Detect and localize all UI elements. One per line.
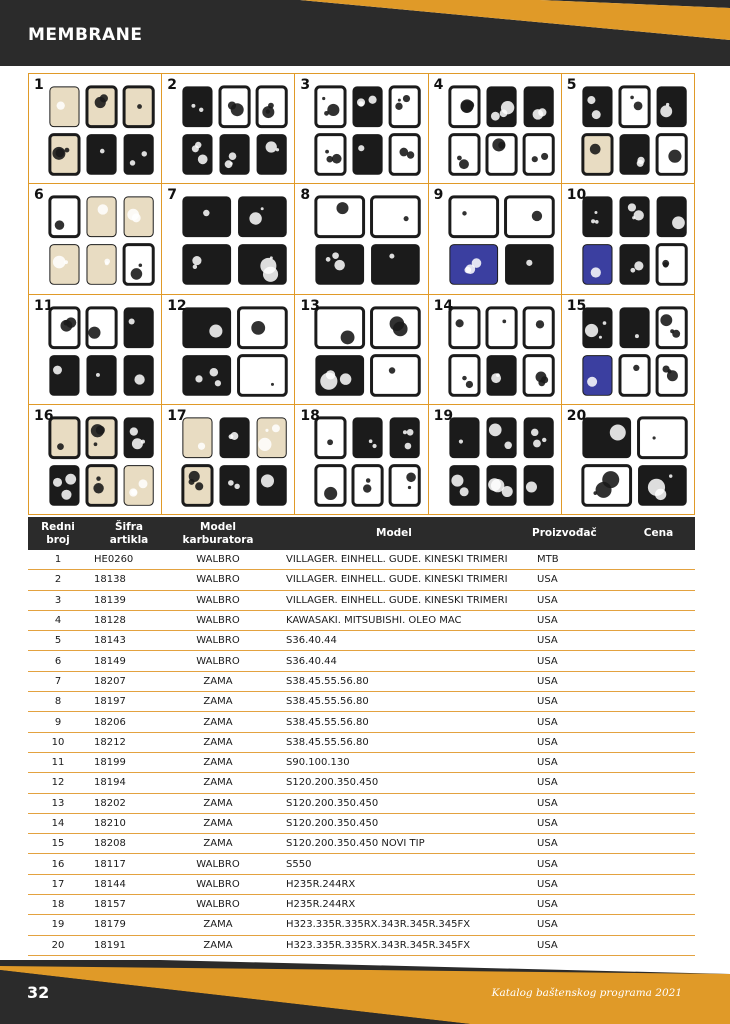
cell-model: VILLAGER. EINHELL. GUDE. KINESKI TRIMERI — [286, 554, 508, 566]
table-row — [28, 834, 695, 854]
cell-model: S120.200.350.450 — [286, 797, 379, 809]
product-image-number: 17 — [167, 407, 187, 424]
cell-carburetor-model: WALBRO — [196, 878, 240, 890]
product-image-number: 10 — [566, 187, 587, 204]
cell-model: KAWASAKI. MITSUBISHI. OLEO MAC — [286, 615, 462, 627]
product-image-number: 18 — [300, 407, 320, 424]
product-image-5 — [562, 74, 695, 184]
product-image-number: 14 — [433, 297, 454, 314]
product-image-number: 12 — [167, 297, 187, 314]
cell-carburetor-model: WALBRO — [196, 574, 240, 586]
header-redni-broj — [28, 521, 88, 547]
cell-model: S120.200.350.450 — [286, 818, 379, 829]
cell-carburetor-model: WALBRO — [196, 899, 240, 911]
product-image-number: 5 — [566, 77, 577, 93]
cell-manufacturer: USA — [537, 675, 558, 687]
product-image-number: 9 — [433, 187, 444, 204]
cell-manufacturer: USA — [537, 594, 558, 606]
cell-model: VILLAGER. EINHELL. GUDE. KINESKI TRIMERI — [286, 594, 508, 606]
page-header — [0, 0, 730, 66]
cell-carburetor-model: WALBRO — [196, 635, 240, 647]
header-proizvodjac: Proizvođač — [532, 527, 597, 539]
product-image-number: 19 — [433, 407, 454, 424]
cell-row-number: 6 — [54, 655, 62, 667]
product-image-12 — [162, 295, 295, 405]
cell-carburetor-model: ZAMA — [203, 919, 233, 931]
header-model-karburatora: Model karburatora — [182, 520, 254, 546]
cell-row-number: 4 — [54, 615, 62, 627]
gasket-kit-illustration — [295, 184, 427, 293]
cell-model: VILLAGER. EINHELL. GUDE. KINESKI TRIMERI — [286, 574, 508, 586]
header-sifra-line1: Šifra — [115, 520, 143, 533]
cell-carburetor-model: ZAMA — [203, 818, 233, 829]
product-image-16 — [29, 405, 162, 515]
cell-item-code: 18206 — [94, 716, 126, 728]
product-image-number: 7 — [167, 187, 177, 204]
cell-model: H323.335R.335RX.343R.345R.345FX — [286, 939, 471, 951]
cell-model: S90.100.130 — [286, 757, 350, 769]
gasket-kit-illustration — [29, 74, 161, 183]
cell-model: S120.200.350.450 NOVI TIP — [286, 838, 425, 850]
cell-model: S38.45.55.56.80 — [286, 696, 369, 708]
catalog-title: Katalog baštenskog programa 2021 — [491, 987, 682, 999]
gasket-kit-illustration — [162, 74, 294, 183]
product-image-13 — [295, 295, 428, 405]
table-row — [28, 854, 695, 874]
table-row — [28, 651, 695, 671]
cell-item-code: 18138 — [94, 574, 126, 586]
cell-carburetor-model: WALBRO — [196, 655, 240, 667]
cell-model: S38.45.55.56.80 — [286, 716, 369, 728]
table-row — [28, 570, 695, 590]
cell-item-code: 18149 — [94, 655, 126, 667]
product-image-10 — [562, 184, 695, 294]
cell-model: S38.45.55.56.80 — [286, 736, 369, 748]
header-cena: Cena — [643, 527, 674, 539]
cell-carburetor-model: ZAMA — [203, 675, 233, 687]
table-row — [28, 631, 695, 651]
product-image-3 — [295, 74, 428, 184]
cell-manufacturer: USA — [537, 655, 558, 667]
product-image-4 — [429, 74, 562, 184]
cell-item-code: 18194 — [94, 777, 126, 789]
cell-row-number: 7 — [54, 675, 62, 687]
product-image-6 — [29, 184, 162, 294]
table-row — [28, 733, 695, 753]
cell-manufacturer: USA — [537, 797, 558, 809]
table-row — [28, 611, 695, 631]
cell-carburetor-model: ZAMA — [203, 716, 233, 728]
cell-row-number: 18 — [51, 899, 65, 911]
cell-row-number: 9 — [54, 716, 62, 728]
cell-carburetor-model: ZAMA — [203, 757, 233, 769]
cell-manufacturer: USA — [537, 878, 558, 890]
table-row — [28, 794, 695, 814]
product-image-number: 2 — [167, 77, 177, 93]
cell-item-code: 18208 — [94, 838, 126, 850]
cell-row-number: 15 — [51, 838, 65, 850]
product-image-2 — [162, 74, 295, 184]
table-row — [28, 875, 695, 895]
cell-model: S36.40.44 — [286, 635, 337, 647]
cell-carburetor-model: ZAMA — [203, 777, 233, 789]
cell-item-code: 18144 — [94, 878, 126, 890]
membrane-table — [28, 517, 695, 956]
cell-item-code: 18199 — [94, 757, 126, 769]
cell-item-code: 18117 — [94, 858, 126, 870]
header-sifra-artikla — [88, 521, 170, 547]
table-row — [28, 814, 695, 834]
gasket-kit-illustration — [295, 74, 427, 183]
table-row — [28, 753, 695, 773]
product-image-number: 6 — [34, 187, 44, 204]
cell-item-code: 18197 — [94, 696, 126, 708]
cell-manufacturer: USA — [537, 838, 558, 850]
cell-manufacturer: USA — [537, 777, 558, 789]
cell-item-code: 18202 — [94, 797, 126, 809]
header-redni-broj-line1: Redni — [41, 520, 75, 533]
cell-model: H323.335R.335RX.343R.345R.345FX — [286, 919, 471, 931]
cell-item-code: 18212 — [94, 736, 126, 748]
gasket-kit-illustration — [29, 184, 161, 293]
product-image-number: 15 — [566, 297, 587, 314]
cell-model: S120.200.350.450 — [286, 777, 379, 789]
product-image-number: 3 — [300, 77, 311, 93]
header-redni-broj-line2: broj — [46, 533, 70, 546]
product-image-18 — [295, 405, 428, 515]
product-image-9 — [429, 184, 562, 294]
cell-row-number: 19 — [51, 919, 65, 931]
cell-carburetor-model: WALBRO — [196, 594, 240, 606]
table-row — [28, 895, 695, 915]
page-title: MEMBRANE — [28, 25, 143, 45]
product-image-7 — [162, 184, 295, 294]
header-sifra-line2: artikla — [109, 533, 149, 546]
cell-row-number: 17 — [51, 878, 65, 890]
cell-row-number: 11 — [51, 757, 65, 769]
product-image-number: 16 — [34, 407, 54, 424]
cell-manufacturer: USA — [537, 716, 558, 728]
cell-manufacturer: USA — [537, 919, 558, 931]
gasket-kit-illustration — [562, 74, 694, 183]
product-image-number: 1 — [34, 77, 44, 93]
cell-model: H235R.244RX — [286, 899, 356, 911]
cell-row-number: 12 — [51, 777, 65, 789]
product-image-11 — [29, 295, 162, 405]
cell-carburetor-model: WALBRO — [196, 615, 240, 627]
cell-row-number: 1 — [54, 554, 62, 566]
cell-model: S38.45.55.56.80 — [286, 675, 369, 687]
table-row — [28, 936, 695, 956]
cell-carburetor-model: WALBRO — [196, 554, 240, 566]
cell-row-number: 8 — [54, 696, 62, 708]
product-image-8 — [295, 184, 428, 294]
cell-row-number: 16 — [51, 858, 65, 870]
cell-item-code: 18143 — [94, 635, 126, 647]
cell-item-code: 18157 — [94, 899, 126, 911]
gasket-kit-illustration — [162, 184, 294, 293]
cell-row-number: 20 — [51, 939, 65, 951]
cell-model: H235R.244RX — [286, 878, 356, 890]
table-row — [28, 915, 695, 935]
product-image-15 — [562, 295, 695, 405]
cell-manufacturer: USA — [537, 635, 558, 647]
header-model: Model — [376, 527, 412, 539]
product-image-number: 11 — [34, 297, 54, 314]
cell-carburetor-model: ZAMA — [203, 736, 233, 748]
cell-manufacturer: USA — [537, 736, 558, 748]
cell-item-code: HE0260 — [94, 554, 134, 566]
table-body — [28, 550, 695, 956]
cell-manufacturer: USA — [537, 818, 558, 829]
cell-row-number: 5 — [54, 635, 62, 647]
cell-carburetor-model: ZAMA — [203, 797, 233, 809]
product-image-19 — [429, 405, 562, 515]
gasket-kit-illustration — [429, 74, 561, 183]
cell-row-number: 2 — [54, 574, 62, 586]
page-footer — [0, 960, 730, 1024]
product-image-number: 8 — [300, 187, 311, 204]
cell-row-number: 13 — [51, 797, 65, 809]
cell-row-number: 10 — [51, 736, 65, 748]
cell-manufacturer: USA — [537, 899, 558, 911]
product-image-1 — [29, 74, 162, 184]
cell-carburetor-model: ZAMA — [203, 939, 233, 951]
cell-row-number: 3 — [54, 594, 62, 606]
cell-item-code: 18191 — [94, 939, 126, 951]
cell-carburetor-model: WALBRO — [196, 858, 240, 870]
cell-carburetor-model: ZAMA — [203, 838, 233, 850]
table-row — [28, 712, 695, 732]
product-image-20 — [562, 405, 695, 515]
product-image-grid — [28, 73, 695, 515]
cell-carburetor-model: ZAMA — [203, 696, 233, 708]
cell-model: S36.40.44 — [286, 655, 337, 667]
gasket-kit-illustration — [429, 184, 561, 293]
cell-manufacturer: MTB — [537, 554, 559, 566]
cell-manufacturer: USA — [537, 574, 558, 586]
cell-manufacturer: USA — [537, 615, 558, 627]
product-image-17 — [162, 405, 295, 515]
cell-model: S550 — [286, 858, 312, 870]
page-number: 32 — [27, 983, 50, 1002]
cell-item-code: 18139 — [94, 594, 126, 606]
cell-manufacturer: USA — [537, 696, 558, 708]
table-header — [28, 517, 695, 550]
table-row — [28, 773, 695, 793]
product-image-number: 4 — [433, 77, 444, 93]
cell-item-code: 18128 — [94, 615, 126, 627]
table-row — [28, 692, 695, 712]
cell-manufacturer: USA — [537, 757, 558, 769]
product-image-number: 13 — [300, 297, 320, 314]
cell-manufacturer: USA — [537, 939, 558, 951]
product-image-14 — [429, 295, 562, 405]
table-row — [28, 550, 695, 570]
cell-row-number: 14 — [51, 818, 65, 829]
cell-manufacturer: USA — [537, 858, 558, 870]
cell-item-code: 18210 — [94, 818, 126, 829]
cell-item-code: 18179 — [94, 919, 126, 931]
table-row — [28, 591, 695, 611]
cell-item-code: 18207 — [94, 675, 126, 687]
table-row — [28, 672, 695, 692]
product-image-number: 20 — [566, 407, 587, 424]
